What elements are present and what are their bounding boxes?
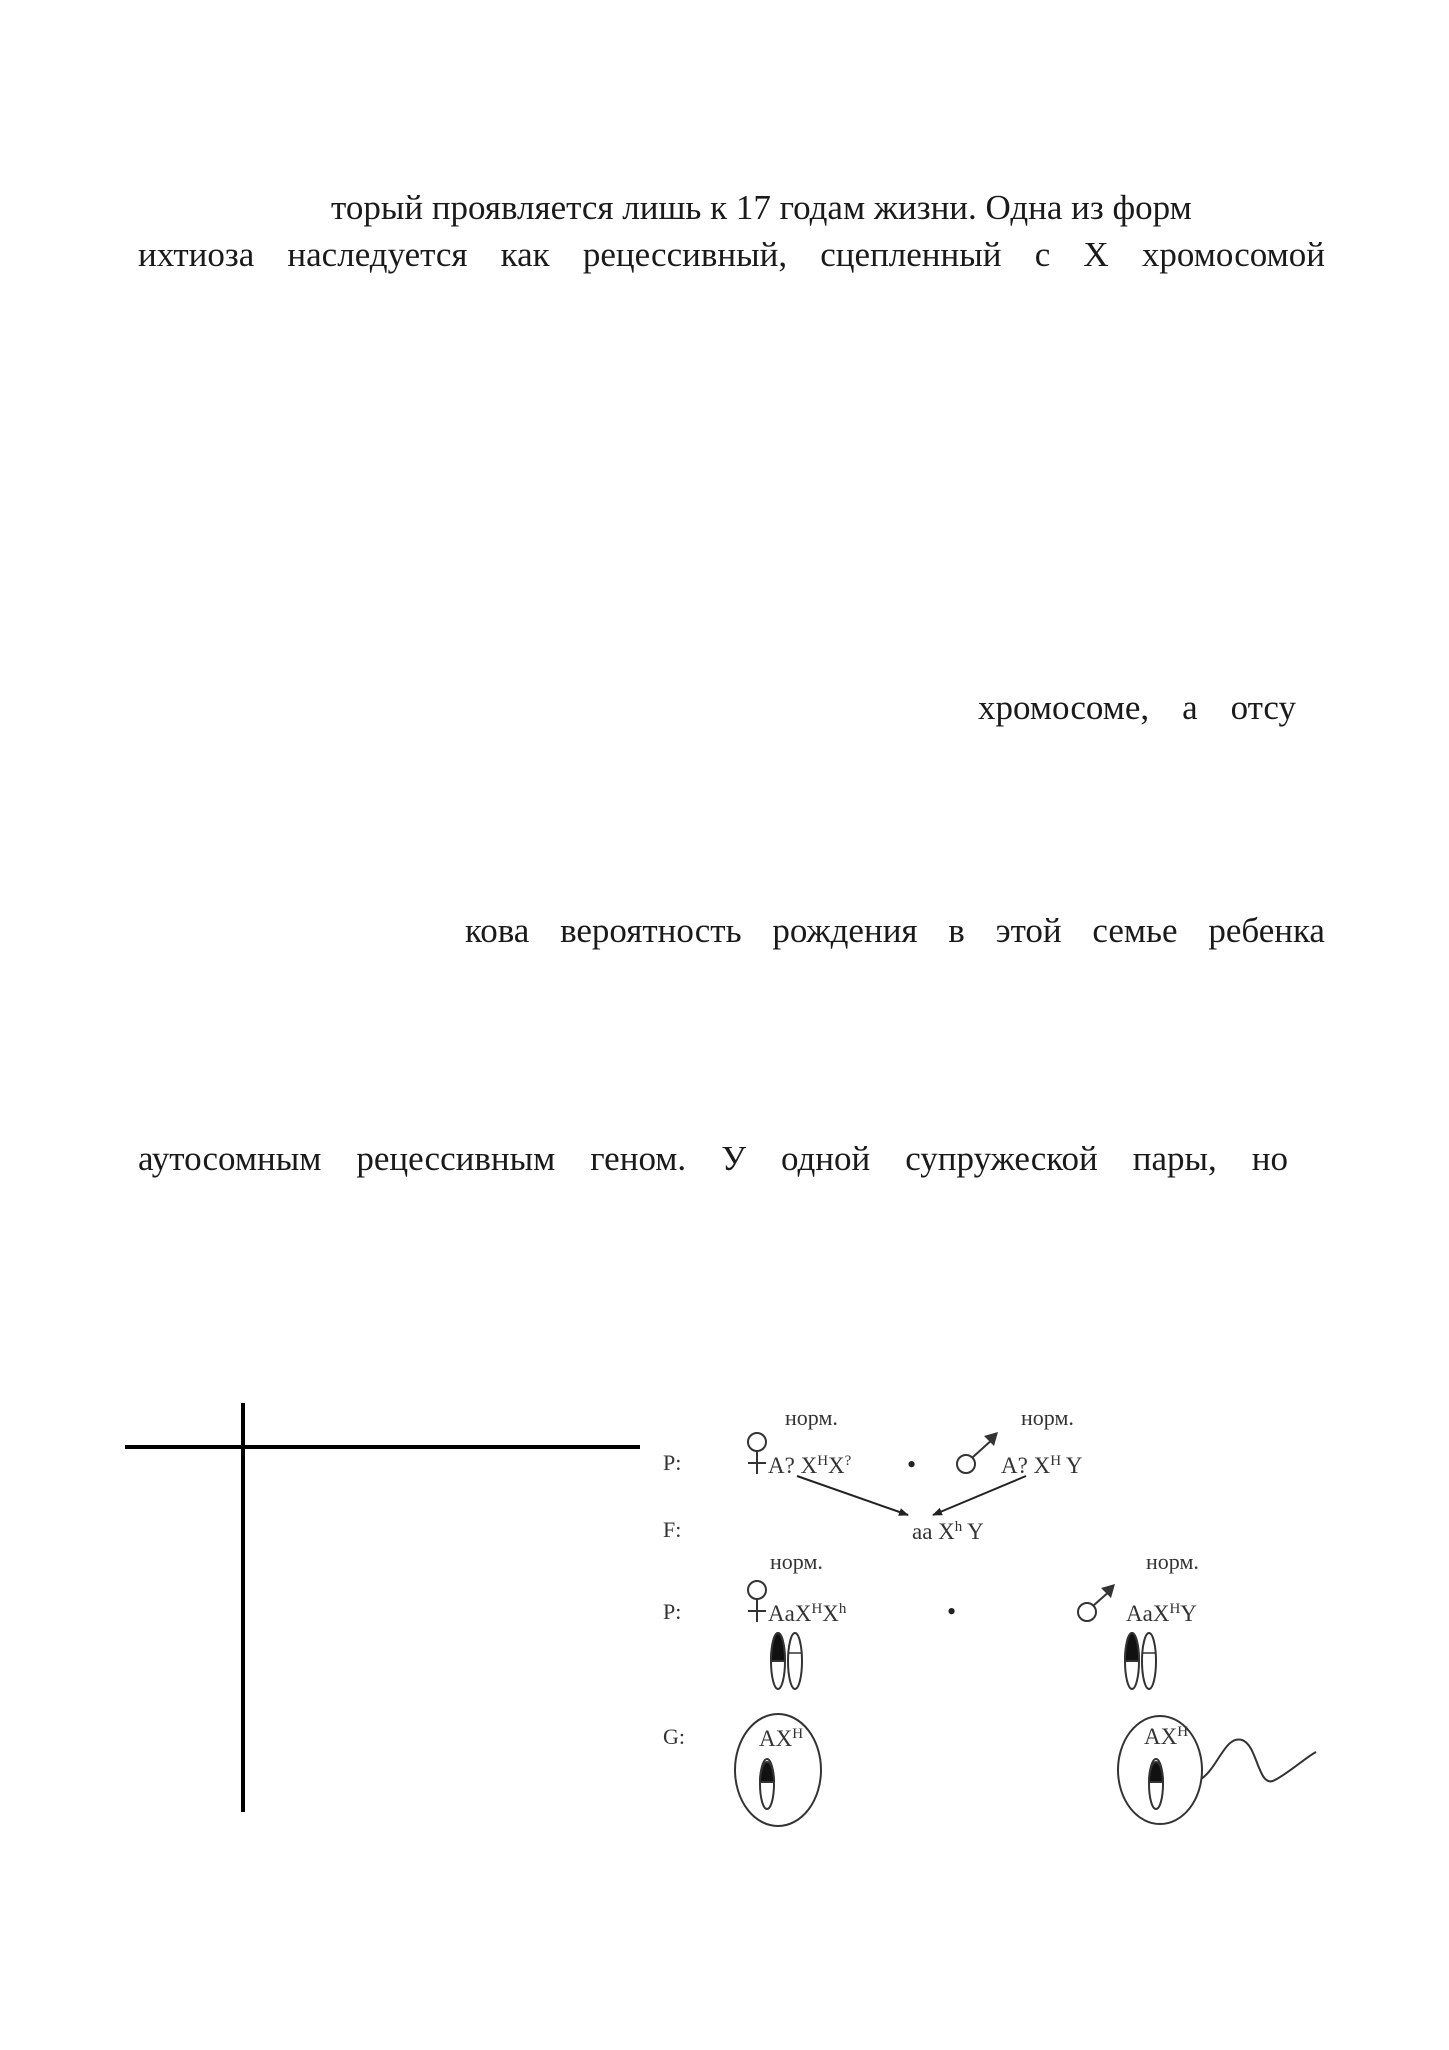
word: семье <box>1092 911 1178 950</box>
word: аутосомным <box>138 1139 322 1178</box>
word: а <box>1182 688 1198 727</box>
word: отсу <box>1230 688 1296 727</box>
female-icon <box>748 1433 766 1474</box>
word: У <box>721 1139 746 1178</box>
word: Х <box>1083 235 1109 274</box>
word: хромосоме, <box>978 688 1150 727</box>
word: как <box>500 235 550 274</box>
word: пары, <box>1132 1139 1217 1178</box>
cross-dot-1: • <box>907 1450 917 1479</box>
genotype-offspring: aa $X^h$ Y <box>912 1519 984 1544</box>
word: хромосомой <box>1141 235 1325 274</box>
arrow-male-to-offspring <box>933 1476 1026 1515</box>
word: рецессивным <box>356 1139 556 1178</box>
cross-dot-2: • <box>947 1597 957 1626</box>
word: геном. <box>590 1139 687 1178</box>
row-label-g: G: <box>663 1724 685 1749</box>
word: но <box>1251 1139 1288 1178</box>
word: сцепленный <box>820 235 1002 274</box>
norm-label-male-1: норм. <box>1021 1405 1074 1430</box>
word: ребенка <box>1208 911 1325 950</box>
row-label-p1: P: <box>663 1450 682 1475</box>
word: рецессивный, <box>582 235 788 274</box>
word: вероятность <box>560 911 742 950</box>
word: ихтиоза <box>138 235 255 274</box>
word: рождения <box>772 911 918 950</box>
word: в <box>948 911 965 950</box>
genotype-male-p2: AaX$^H$Y <box>1126 1601 1197 1626</box>
arrow-female-to-offspring <box>797 1476 908 1515</box>
genotype-female-p2: $AaX^HX^h$ <box>768 1601 847 1626</box>
word: этой <box>995 911 1062 950</box>
word: наследуется <box>287 235 468 274</box>
gamete-female: $AX^H$ <box>759 1726 804 1751</box>
row-label-p2: P: <box>663 1599 682 1624</box>
female-icon <box>748 1581 766 1622</box>
text-line-1: торый проявляется лишь к 17 годам жизни. Одна из форм <box>331 188 1192 227</box>
word: одной <box>780 1139 871 1178</box>
word: супружеской <box>905 1139 1098 1178</box>
male-icon <box>1078 1590 1111 1621</box>
norm-label-female-2: норм. <box>770 1549 823 1574</box>
word: с <box>1034 235 1051 274</box>
male-icon <box>957 1438 994 1473</box>
genotype-male-p1: A? $X^H$ Y <box>1001 1453 1083 1478</box>
norm-label-male-2: норм. <box>1146 1549 1199 1574</box>
word: кова <box>465 911 530 950</box>
chromosome-pair-female-icon <box>771 1633 802 1689</box>
chromosome-pair-male-icon <box>1125 1633 1156 1689</box>
genotype-female-p1: A? $X^HX^?$ <box>768 1453 852 1478</box>
norm-label-female-1: норм. <box>785 1405 838 1430</box>
row-label-f: F: <box>663 1517 682 1542</box>
gamete-male: $AX^H$ <box>1144 1724 1189 1749</box>
